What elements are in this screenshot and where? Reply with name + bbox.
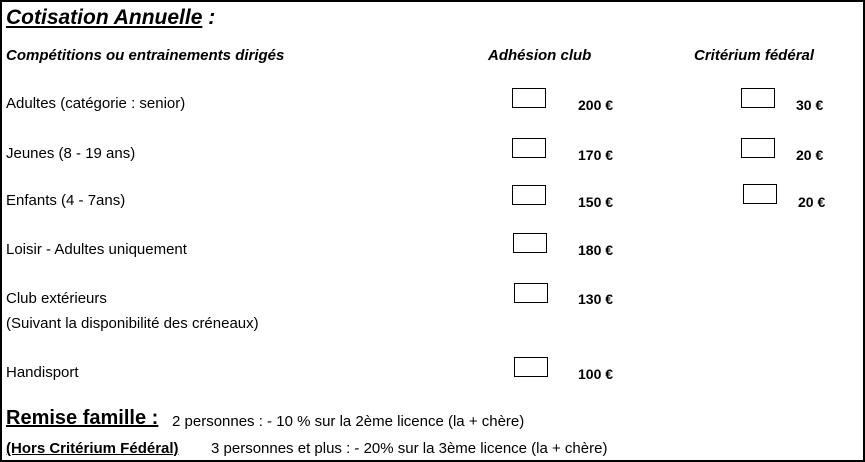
header-category: Compétitions ou entrainements dirigés bbox=[6, 47, 285, 64]
title-text: Cotisation Annuelle bbox=[6, 6, 203, 29]
price-jeunes-criterium: 20 € bbox=[796, 147, 824, 163]
checkbox-adultes-club[interactable] bbox=[512, 88, 546, 108]
row-label-club-exterieurs: Club extérieurs bbox=[6, 290, 107, 307]
checkbox-loisir-club[interactable] bbox=[513, 233, 547, 253]
price-enfants-criterium: 20 € bbox=[798, 194, 826, 210]
price-enfants-club: 150 € bbox=[578, 194, 614, 210]
header-criterium-federal: Critérium fédéral bbox=[694, 47, 815, 64]
header-adhesion-club: Adhésion club bbox=[488, 47, 592, 64]
checkbox-jeunes-club[interactable] bbox=[512, 138, 546, 158]
checkbox-handisport-club[interactable] bbox=[514, 357, 548, 377]
price-adultes-criterium: 30 € bbox=[796, 97, 824, 113]
row-label-enfants: Enfants (4 - 7ans) bbox=[6, 192, 126, 209]
checkbox-enfants-criterium[interactable] bbox=[743, 184, 777, 204]
page-title bbox=[6, 6, 215, 30]
row-sublabel-club-exterieurs: (Suivant la disponibilité des créneaux) bbox=[6, 315, 259, 332]
price-club-exterieurs-club: 130 € bbox=[578, 291, 614, 307]
title-colon: : bbox=[208, 6, 216, 29]
hors-criterium-title: (Hors Critérium Fédéral) bbox=[6, 440, 179, 457]
price-handisport-club: 100 € bbox=[578, 366, 614, 382]
price-adultes-club: 200 € bbox=[578, 97, 614, 113]
remise-line-1: 2 personnes : - 10 % sur la 2ème licence (la + chère) bbox=[172, 413, 525, 430]
remise-famille-title: Remise famille : bbox=[6, 407, 159, 429]
row-label-loisir: Loisir - Adultes uniquement bbox=[6, 241, 187, 258]
checkbox-jeunes-criterium[interactable] bbox=[741, 138, 775, 158]
remise-line-2: 3 personnes et plus : - 20% sur la 3ème licence (la + chère) bbox=[211, 440, 608, 457]
row-label-jeunes: Jeunes (8 - 19 ans) bbox=[6, 145, 136, 162]
checkbox-adultes-criterium[interactable] bbox=[741, 88, 775, 108]
price-loisir-club: 180 € bbox=[578, 242, 614, 258]
checkbox-club-exterieurs-club[interactable] bbox=[514, 283, 548, 303]
row-label-adultes: Adultes (catégorie : senior) bbox=[6, 95, 186, 112]
price-jeunes-club: 170 € bbox=[578, 147, 614, 163]
row-label-handisport: Handisport bbox=[6, 364, 79, 381]
checkbox-enfants-club[interactable] bbox=[512, 185, 546, 205]
